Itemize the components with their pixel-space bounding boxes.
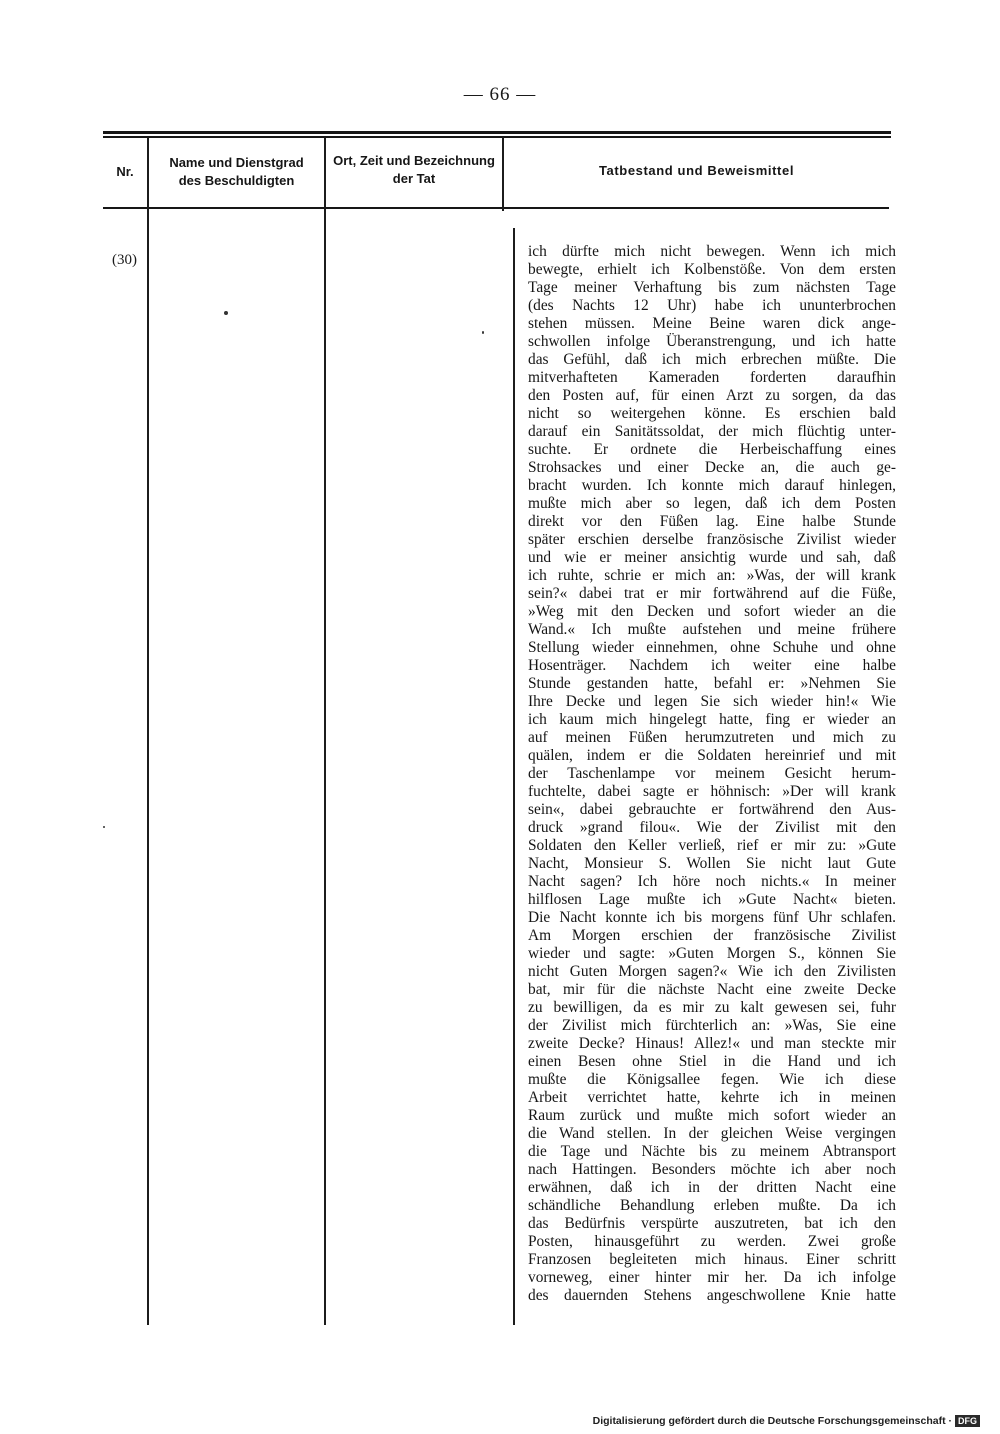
- text-line: das Gefühl, daß ich mich erbrechen müßte. Die: [528, 351, 896, 368]
- text-line: vorneweg, einer hinter mir her. Da ich infolge: [528, 1269, 896, 1286]
- text-line: zweite Decke? Hinaus! Allez!« und man steckte mir: [528, 1035, 896, 1052]
- text-line: sein?« dabei trat er mir fortwährend auf die Füße,: [528, 585, 896, 602]
- text-line: hilflosen Lage mußte ich »Gute Nacht« bieten.: [528, 891, 896, 908]
- text-line: Stunde gestanden hatte, befahl er: »Nehmen Sie: [528, 675, 896, 692]
- text-line: zu bewilligen, da es mir zu kalt gewesen sei, fuhr: [528, 999, 896, 1016]
- header-top-rule: [103, 131, 891, 134]
- text-line: auf meinen Füßen herumzutreten und mich zu: [528, 729, 896, 746]
- text-line: das Bedürfnis verspürte auszutreten, bat ich den: [528, 1215, 896, 1232]
- text-line: direkt vor den Füßen lag. Eine halbe Stunde: [528, 513, 896, 530]
- row-number: (30): [112, 252, 137, 268]
- text-line: quälen, indem er die Soldaten hereinrief und mit: [528, 747, 896, 764]
- text-line: der Taschenlampe vor meinem Gesicht herum-: [528, 765, 896, 782]
- header-nr: [103, 163, 147, 181]
- text-line: Hosenträger. Nachdem ich weiter eine halbe: [528, 657, 896, 674]
- text-line: Soldaten den Keller verließ, rief er mir zu: »Gute: [528, 837, 896, 854]
- column-rule-3-body: [513, 228, 515, 1325]
- header-top-rule-thin: [103, 136, 891, 138]
- header-ort-line-2: der Tat: [392, 171, 436, 186]
- text-line: (des Nachts 12 Uhr) habe ich ununterbrochen: [528, 297, 896, 314]
- header-name: [149, 154, 324, 190]
- text-line: Strohsackes und einer Decke an, die auch ge-: [528, 459, 896, 476]
- text-line: mußte die Königsallee fegen. Wie ich diese: [528, 1071, 896, 1088]
- text-line: druck »grand filou«. Wie der Zivilist mit den: [528, 819, 896, 836]
- text-line: nach Hattingen. Besonders möchte ich aber noch: [528, 1161, 896, 1178]
- header-nr-label: Nr.: [116, 164, 134, 179]
- text-line: fuchtelte, dabei sagte er höhnisch: »Der will krank: [528, 783, 896, 800]
- text-line: Tage meiner Verhaftung bis zum nächsten Tage: [528, 279, 896, 296]
- text-line: mußte mich aber so legen, daß ich dem Posten: [528, 495, 896, 512]
- text-line: später erschien derselbe französische Zivilist wieder: [528, 531, 896, 548]
- footer-credit-text: Digitalisierung gefördert durch die Deutsche Forschungsgemeinschaft ·: [592, 1415, 952, 1427]
- text-line: erwähnen, daß ich in der dritten Nacht eine: [528, 1179, 896, 1196]
- text-line: stehen müssen. Meine Beine waren dick ange-: [528, 315, 896, 332]
- text-line: schändliche Behandlung erleben mußte. Da ich: [528, 1197, 896, 1214]
- text-line: schwollen infolge Überanstrengung, und ich hatte: [528, 333, 896, 350]
- column-rule-1: [147, 137, 149, 1325]
- text-line: Wand.« Ich mußte aufstehen und meine frühere: [528, 621, 896, 638]
- text-line: der Zivilist mich fürchterlich an: »Was, Sie eine: [528, 1017, 896, 1034]
- text-line: wieder und sagte: »Guten Morgen S., können Sie: [528, 945, 896, 962]
- text-line: den Posten auf, für einen Arzt zu sorgen, da das: [528, 387, 896, 404]
- text-line: die Tage und Nächte bis zu meinem Abtransport: [528, 1143, 896, 1160]
- tatbestand-text: [528, 243, 896, 1305]
- column-rule-2: [324, 137, 326, 1325]
- text-line: Stellung wieder einnehmen, ohne Schuhe und ohne: [528, 639, 896, 656]
- text-line: bat, mir für die nächste Nacht eine zweite Decke: [528, 981, 896, 998]
- text-line: ich kaum mich hingelegt hatte, fing er wieder an: [528, 711, 896, 728]
- text-line: mitverhafteten Kameraden forderten daraufhin: [528, 369, 896, 386]
- page-number: — 66 —: [463, 84, 537, 105]
- text-line: darauf ein Sanitätssoldat, der mich flüchtig unter-: [528, 423, 896, 440]
- text-line: Die Nacht konnte ich bis morgens fünf Uhr schlafen.: [528, 909, 896, 926]
- text-line: Nacht, Monsieur S. Wollen Sie nicht laut Gute: [528, 855, 896, 872]
- scan-speck: [224, 311, 228, 315]
- text-line: nicht Guten Morgen sagen?« Wie ich den Zivilisten: [528, 963, 896, 980]
- header-ort: [326, 152, 502, 188]
- header-name-line-1: Name und Dienstgrad: [169, 155, 304, 170]
- text-line: einen Besen ohne Stiel in die Hand und ich: [528, 1053, 896, 1070]
- header-tatbestand-label: Tatbestand und Beweismittel: [598, 163, 795, 178]
- text-line: Raum zurück und mußte mich sofort wieder an: [528, 1107, 896, 1124]
- text-line: des dauernden Stehens angeschwollene Knie hatte: [528, 1287, 896, 1304]
- header-bottom-rule: [103, 207, 889, 209]
- text-line: Arbeit verrichtet hatte, kehrte ich in meinen: [528, 1089, 896, 1106]
- text-line: Nacht sagen? Ich höre noch nichts.« In meiner: [528, 873, 896, 890]
- text-line: Franzosen begleiteten mich hinaus. Einer schritt: [528, 1251, 896, 1268]
- text-line: nicht so weitergehen könne. Es erschien bald: [528, 405, 896, 422]
- text-line: Am Morgen erschien der französische Zivilist: [528, 927, 896, 944]
- text-line: bracht wurden. Ich konnte mich darauf hinlegen,: [528, 477, 896, 494]
- text-line: bewegte, erhielt ich Kolbenstöße. Von dem ersten: [528, 261, 896, 278]
- header-tatbestand: [504, 162, 889, 180]
- text-line: die Wand stellen. In der gleichen Weise vergingen: [528, 1125, 896, 1142]
- header-ort-line-1: Ort, Zeit und Bezeichnung: [333, 153, 495, 168]
- text-line: sein«, dabei gebrauchte er fortwährend den Aus-: [528, 801, 896, 818]
- text-line: und wie er meiner ansichtig wurde und sah, daß: [528, 549, 896, 566]
- text-line: »Weg mit den Decken und sofort wieder an die: [528, 603, 896, 620]
- text-line: ich dürfte mich nicht bewegen. Wenn ich mich: [528, 243, 896, 260]
- dfg-logo: DFG: [955, 1415, 980, 1427]
- text-line: Posten, hinausgeführt zu werden. Zwei große: [528, 1233, 896, 1250]
- header-name-line-2: des Beschuldigten: [178, 173, 295, 188]
- footer-credit: [593, 1415, 980, 1427]
- scan-speck: [103, 826, 105, 828]
- text-line: ich ruhte, schrie er mich an: »Was, der will krank: [528, 567, 896, 584]
- text-line: suchte. Er ordnete die Herbeischaffung eines: [528, 441, 896, 458]
- scan-speck: [482, 331, 484, 334]
- text-line: Ihre Decke und legen Sie sich wieder hin!« Wie: [528, 693, 896, 710]
